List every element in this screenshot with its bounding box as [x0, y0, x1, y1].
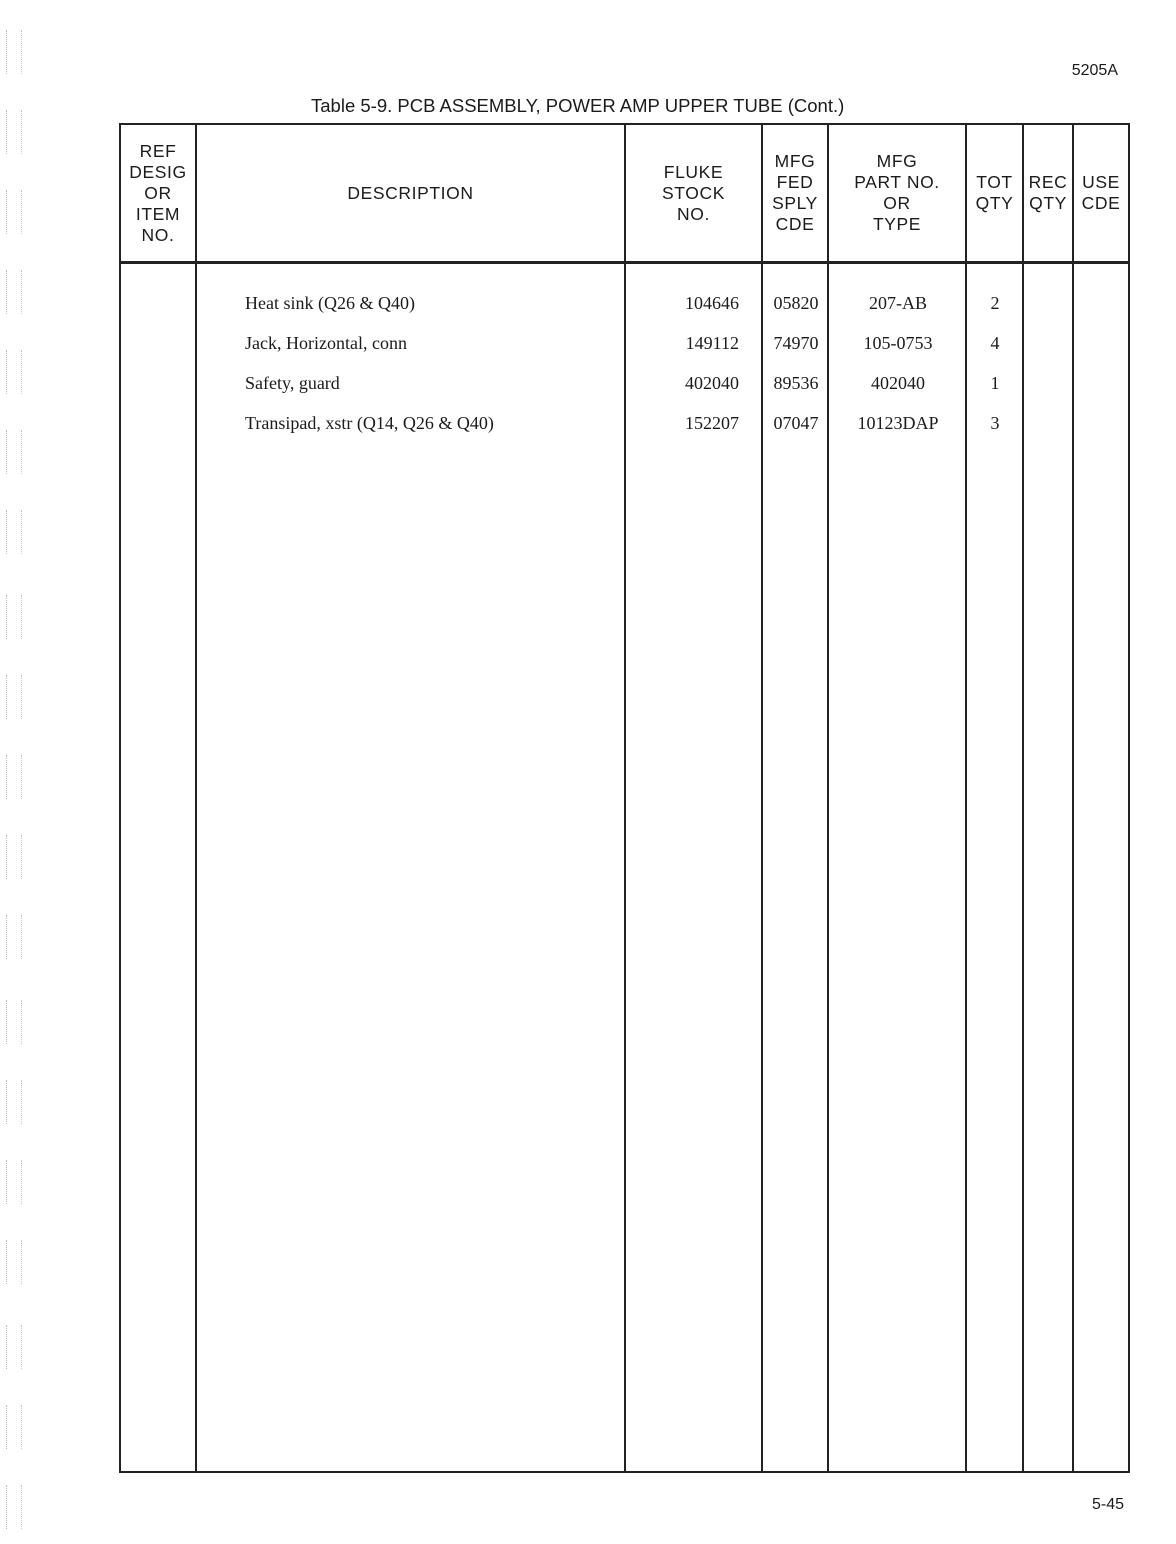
row-total-qty: 3 [990, 413, 1000, 433]
row-mfg-code: 89536 [773, 373, 819, 393]
row-stock-number: 152207 [685, 413, 739, 433]
binder-hole [6, 430, 22, 474]
table-title: Table 5-9. PCB ASSEMBLY, POWER AMP UPPER TUBE (Cont.) [311, 95, 845, 116]
header-rec-qty: REC QTY [1028, 172, 1068, 213]
header-tot-qty: TOT QTY [975, 172, 1014, 213]
row-part-number: 402040 [871, 373, 925, 393]
binder-hole [6, 835, 22, 879]
row-stock-number: 104646 [685, 293, 739, 313]
binder-hole [6, 190, 22, 234]
binder-margin [0, 0, 26, 1544]
row-total-qty: 2 [990, 293, 1000, 313]
header-ref-desig: REF DESIG OR ITEM NO. [129, 140, 187, 245]
row-description: Transipad, xstr (Q14, Q26 & Q40) [245, 413, 494, 433]
table-row [121, 293, 1128, 333]
row-part-number: 10123DAP [857, 413, 939, 433]
row-total-qty: 4 [990, 333, 1000, 353]
header-use-code: USE CDE [1081, 172, 1121, 213]
binder-hole [6, 1485, 22, 1529]
parts-table [119, 123, 1130, 1473]
header-mfg-part: MFG PART NO. OR TYPE [854, 151, 940, 234]
row-mfg-code: 74970 [773, 333, 819, 353]
table-row [121, 373, 1128, 413]
row-stock-number: 402040 [685, 373, 739, 393]
binder-hole [6, 350, 22, 394]
row-description: Heat sink (Q26 & Q40) [245, 293, 415, 313]
binder-hole [6, 1325, 22, 1369]
binder-hole [6, 1405, 22, 1449]
header-description: DESCRIPTION [347, 182, 474, 203]
binder-hole [6, 110, 22, 154]
row-stock-number: 149112 [685, 333, 739, 353]
page-number: 5-45 [1091, 1496, 1124, 1513]
binder-hole [6, 915, 22, 959]
table-row [121, 413, 1128, 453]
row-description: Jack, Horizontal, conn [245, 333, 407, 353]
binder-hole [6, 510, 22, 554]
header-mfg-fed-code: MFG FED SPLY CDE [772, 151, 818, 234]
binder-hole [6, 1000, 22, 1044]
document-id: 5205A [1071, 62, 1118, 79]
binder-hole [6, 595, 22, 639]
binder-hole [6, 1080, 22, 1124]
header-fluke-stock: FLUKE STOCK NO. [662, 161, 725, 224]
row-part-number: 105-0753 [863, 333, 933, 353]
binder-hole [6, 1160, 22, 1204]
row-part-number: 207-AB [869, 293, 927, 313]
row-description: Safety, guard [245, 373, 340, 393]
binder-hole [6, 30, 22, 74]
table-row [121, 333, 1128, 373]
binder-hole [6, 1240, 22, 1284]
row-total-qty: 1 [990, 373, 1000, 393]
header-rule [121, 261, 1128, 264]
row-mfg-code: 05820 [773, 293, 819, 313]
binder-hole [6, 270, 22, 314]
row-mfg-code: 07047 [773, 413, 819, 433]
binder-hole [6, 675, 22, 719]
binder-hole [6, 755, 22, 799]
